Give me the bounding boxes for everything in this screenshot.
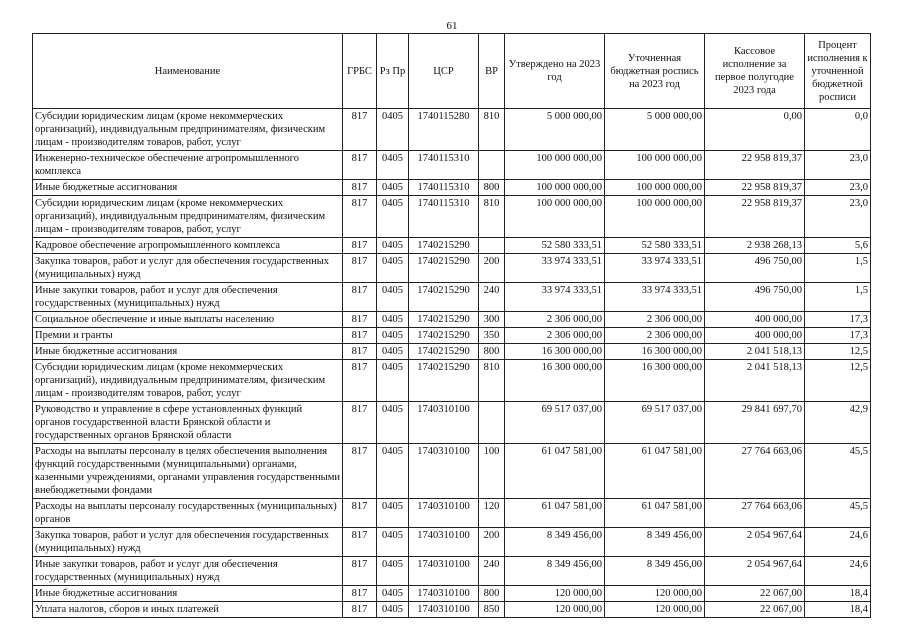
table-row	[33, 360, 871, 402]
cell-percent: 1,5	[805, 283, 871, 312]
header-percent: Процент исполнения к уточненной бюджетной росписи	[805, 34, 871, 109]
cell-name: Иные бюджетные ассигнования	[33, 180, 343, 196]
cell-refined: 16 300 000,00	[605, 344, 705, 360]
cell-rzpr: 0405	[377, 283, 409, 312]
cell-refined: 8 349 456,00	[605, 528, 705, 557]
cell-rzpr: 0405	[377, 312, 409, 328]
cell-approved: 33 974 333,51	[505, 254, 605, 283]
cell-percent: 17,3	[805, 312, 871, 328]
cell-csr: 1740115310	[409, 196, 479, 238]
cell-percent: 24,6	[805, 528, 871, 557]
table-row	[33, 444, 871, 499]
cell-refined: 120 000,00	[605, 602, 705, 618]
cell-percent: 23,0	[805, 196, 871, 238]
header-grbs: ГРБС	[343, 34, 377, 109]
cell-grbs: 817	[343, 402, 377, 444]
cell-vr	[479, 238, 505, 254]
cell-executed: 22 067,00	[705, 586, 805, 602]
cell-percent: 18,4	[805, 586, 871, 602]
page-number: 61	[446, 20, 458, 32]
cell-approved: 2 306 000,00	[505, 328, 605, 344]
header-csr: ЦСР	[409, 34, 479, 109]
cell-name: Субсидии юридическим лицам (кроме некоммерческих организаций), индивидуальным предпринимателям, физическим лицам - производителям товаров, работ, услуг	[33, 109, 343, 151]
cell-vr: 850	[479, 602, 505, 618]
cell-approved: 100 000 000,00	[505, 151, 605, 180]
cell-name: Иные бюджетные ассигнования	[33, 586, 343, 602]
cell-grbs: 817	[343, 344, 377, 360]
cell-executed: 2 054 967,64	[705, 528, 805, 557]
cell-percent: 17,3	[805, 328, 871, 344]
table-row	[33, 402, 871, 444]
cell-name: Иные закупки товаров, работ и услуг для обеспечения государственных (муниципальных) нужд	[33, 283, 343, 312]
cell-vr: 240	[479, 283, 505, 312]
cell-grbs: 817	[343, 151, 377, 180]
cell-rzpr: 0405	[377, 557, 409, 586]
cell-rzpr: 0405	[377, 344, 409, 360]
cell-executed: 0,00	[705, 109, 805, 151]
cell-refined: 120 000,00	[605, 586, 705, 602]
cell-csr: 1740310100	[409, 528, 479, 557]
cell-approved: 5 000 000,00	[505, 109, 605, 151]
cell-name: Субсидии юридическим лицам (кроме некоммерческих организаций), индивидуальным предпринимателям, физическим лицам - производителям товаров, работ, услуг	[33, 196, 343, 238]
cell-approved: 52 580 333,51	[505, 238, 605, 254]
cell-grbs: 817	[343, 557, 377, 586]
table-row	[33, 328, 871, 344]
table-body	[33, 109, 871, 618]
cell-vr	[479, 402, 505, 444]
cell-executed: 2 938 268,13	[705, 238, 805, 254]
cell-percent: 0,0	[805, 109, 871, 151]
cell-grbs: 817	[343, 196, 377, 238]
cell-executed: 27 764 663,06	[705, 444, 805, 499]
cell-name: Иные бюджетные ассигнования	[33, 344, 343, 360]
cell-rzpr: 0405	[377, 360, 409, 402]
cell-executed: 400 000,00	[705, 312, 805, 328]
header-refined: Уточненная бюджетная роспись на 2023 год	[605, 34, 705, 109]
cell-csr: 1740115310	[409, 180, 479, 196]
cell-vr: 200	[479, 528, 505, 557]
cell-vr: 800	[479, 180, 505, 196]
table-row	[33, 344, 871, 360]
header-executed: Кассовое исполнение за первое полугодие 2023 года	[705, 34, 805, 109]
cell-executed: 496 750,00	[705, 283, 805, 312]
cell-grbs: 817	[343, 283, 377, 312]
cell-name: Закупка товаров, работ и услуг для обеспечения государственных (муниципальных) нужд	[33, 254, 343, 283]
cell-executed: 22 958 819,37	[705, 180, 805, 196]
cell-refined: 5 000 000,00	[605, 109, 705, 151]
cell-approved: 8 349 456,00	[505, 528, 605, 557]
cell-rzpr: 0405	[377, 109, 409, 151]
header-rzpr: Рз Пр	[377, 34, 409, 109]
cell-percent: 23,0	[805, 151, 871, 180]
cell-refined: 33 974 333,51	[605, 254, 705, 283]
cell-executed: 29 841 697,70	[705, 402, 805, 444]
cell-csr: 1740310100	[409, 557, 479, 586]
cell-csr: 1740310100	[409, 499, 479, 528]
cell-vr: 300	[479, 312, 505, 328]
cell-percent: 5,6	[805, 238, 871, 254]
cell-name: Инженерно-техническое обеспечение агропромышленного комплекса	[33, 151, 343, 180]
cell-vr: 350	[479, 328, 505, 344]
table-row	[33, 238, 871, 254]
cell-refined: 69 517 037,00	[605, 402, 705, 444]
cell-refined: 61 047 581,00	[605, 499, 705, 528]
cell-approved: 33 974 333,51	[505, 283, 605, 312]
cell-approved: 120 000,00	[505, 602, 605, 618]
cell-refined: 52 580 333,51	[605, 238, 705, 254]
cell-refined: 2 306 000,00	[605, 312, 705, 328]
cell-name: Премии и гранты	[33, 328, 343, 344]
cell-rzpr: 0405	[377, 328, 409, 344]
header-approved: Утверждено на 2023 год	[505, 34, 605, 109]
cell-approved: 16 300 000,00	[505, 344, 605, 360]
cell-percent: 1,5	[805, 254, 871, 283]
cell-grbs: 817	[343, 109, 377, 151]
cell-vr: 100	[479, 444, 505, 499]
cell-approved: 16 300 000,00	[505, 360, 605, 402]
cell-executed: 22 067,00	[705, 602, 805, 618]
cell-refined: 33 974 333,51	[605, 283, 705, 312]
cell-approved: 2 306 000,00	[505, 312, 605, 328]
cell-csr: 1740215290	[409, 238, 479, 254]
table-row	[33, 499, 871, 528]
cell-vr: 800	[479, 344, 505, 360]
cell-name: Закупка товаров, работ и услуг для обеспечения государственных (муниципальных) нужд	[33, 528, 343, 557]
cell-rzpr: 0405	[377, 151, 409, 180]
cell-rzpr: 0405	[377, 196, 409, 238]
table-row	[33, 196, 871, 238]
cell-executed: 2 041 518,13	[705, 344, 805, 360]
budget-table	[32, 33, 871, 618]
cell-csr: 1740215290	[409, 283, 479, 312]
cell-executed: 496 750,00	[705, 254, 805, 283]
cell-name: Расходы на выплаты персоналу государственных (муниципальных) органов	[33, 499, 343, 528]
cell-name: Расходы на выплаты персоналу в целях обеспечения выполнения функций государственными (муниципальными) органами, казенными учреждениями, органами управления государственными внебюджетными фондами	[33, 444, 343, 499]
cell-approved: 69 517 037,00	[505, 402, 605, 444]
cell-refined: 100 000 000,00	[605, 151, 705, 180]
cell-vr: 200	[479, 254, 505, 283]
cell-approved: 61 047 581,00	[505, 444, 605, 499]
cell-rzpr: 0405	[377, 402, 409, 444]
cell-grbs: 817	[343, 312, 377, 328]
cell-approved: 100 000 000,00	[505, 180, 605, 196]
cell-csr: 1740215290	[409, 360, 479, 402]
cell-csr: 1740115280	[409, 109, 479, 151]
cell-csr: 1740310100	[409, 586, 479, 602]
cell-rzpr: 0405	[377, 499, 409, 528]
cell-percent: 24,6	[805, 557, 871, 586]
cell-percent: 42,9	[805, 402, 871, 444]
cell-name: Уплата налогов, сборов и иных платежей	[33, 602, 343, 618]
cell-rzpr: 0405	[377, 444, 409, 499]
header-name: Наименование	[33, 34, 343, 109]
cell-name: Кадровое обеспечение агропромышленного комплекса	[33, 238, 343, 254]
cell-percent: 12,5	[805, 360, 871, 402]
cell-approved: 100 000 000,00	[505, 196, 605, 238]
cell-vr: 810	[479, 196, 505, 238]
cell-grbs: 817	[343, 499, 377, 528]
cell-executed: 2 041 518,13	[705, 360, 805, 402]
cell-rzpr: 0405	[377, 602, 409, 618]
cell-grbs: 817	[343, 586, 377, 602]
cell-grbs: 817	[343, 180, 377, 196]
cell-executed: 22 958 819,37	[705, 151, 805, 180]
cell-grbs: 817	[343, 602, 377, 618]
cell-vr: 800	[479, 586, 505, 602]
cell-csr: 1740115310	[409, 151, 479, 180]
cell-grbs: 817	[343, 528, 377, 557]
cell-grbs: 817	[343, 444, 377, 499]
cell-percent: 18,4	[805, 602, 871, 618]
cell-vr: 120	[479, 499, 505, 528]
cell-grbs: 817	[343, 254, 377, 283]
cell-name: Субсидии юридическим лицам (кроме некоммерческих организаций), индивидуальным предпринимателям, физическим лицам - производителям товаров, работ, услуг	[33, 360, 343, 402]
cell-csr: 1740215290	[409, 254, 479, 283]
cell-approved: 8 349 456,00	[505, 557, 605, 586]
cell-refined: 2 306 000,00	[605, 328, 705, 344]
cell-rzpr: 0405	[377, 180, 409, 196]
cell-grbs: 817	[343, 238, 377, 254]
cell-executed: 27 764 663,06	[705, 499, 805, 528]
table-row	[33, 586, 871, 602]
cell-grbs: 817	[343, 360, 377, 402]
cell-rzpr: 0405	[377, 528, 409, 557]
cell-executed: 22 958 819,37	[705, 196, 805, 238]
cell-percent: 23,0	[805, 180, 871, 196]
table-row	[33, 528, 871, 557]
cell-csr: 1740215290	[409, 328, 479, 344]
table-row	[33, 602, 871, 618]
table-row	[33, 180, 871, 196]
cell-approved: 120 000,00	[505, 586, 605, 602]
cell-percent: 45,5	[805, 499, 871, 528]
table-row	[33, 151, 871, 180]
cell-rzpr: 0405	[377, 586, 409, 602]
header-row	[33, 34, 871, 109]
cell-percent: 45,5	[805, 444, 871, 499]
cell-rzpr: 0405	[377, 238, 409, 254]
cell-refined: 16 300 000,00	[605, 360, 705, 402]
cell-vr: 240	[479, 557, 505, 586]
cell-approved: 61 047 581,00	[505, 499, 605, 528]
cell-name: Руководство и управление в сфере установленных функций органов государственной власти Брянской области и государственных органов Брянской области	[33, 402, 343, 444]
cell-refined: 100 000 000,00	[605, 180, 705, 196]
cell-rzpr: 0405	[377, 254, 409, 283]
table-row	[33, 109, 871, 151]
table-row	[33, 283, 871, 312]
cell-executed: 2 054 967,64	[705, 557, 805, 586]
cell-name: Социальное обеспечение и иные выплаты населению	[33, 312, 343, 328]
cell-percent: 12,5	[805, 344, 871, 360]
cell-csr: 1740310100	[409, 602, 479, 618]
table-row	[33, 312, 871, 328]
header-vr: ВР	[479, 34, 505, 109]
cell-csr: 1740215290	[409, 344, 479, 360]
cell-refined: 61 047 581,00	[605, 444, 705, 499]
cell-csr: 1740215290	[409, 312, 479, 328]
cell-vr: 810	[479, 109, 505, 151]
cell-csr: 1740310100	[409, 402, 479, 444]
cell-vr: 810	[479, 360, 505, 402]
cell-csr: 1740310100	[409, 444, 479, 499]
cell-refined: 8 349 456,00	[605, 557, 705, 586]
cell-name: Иные закупки товаров, работ и услуг для обеспечения государственных (муниципальных) нужд	[33, 557, 343, 586]
cell-refined: 100 000 000,00	[605, 196, 705, 238]
table-row	[33, 254, 871, 283]
cell-executed: 400 000,00	[705, 328, 805, 344]
cell-grbs: 817	[343, 328, 377, 344]
table-row	[33, 557, 871, 586]
cell-vr	[479, 151, 505, 180]
